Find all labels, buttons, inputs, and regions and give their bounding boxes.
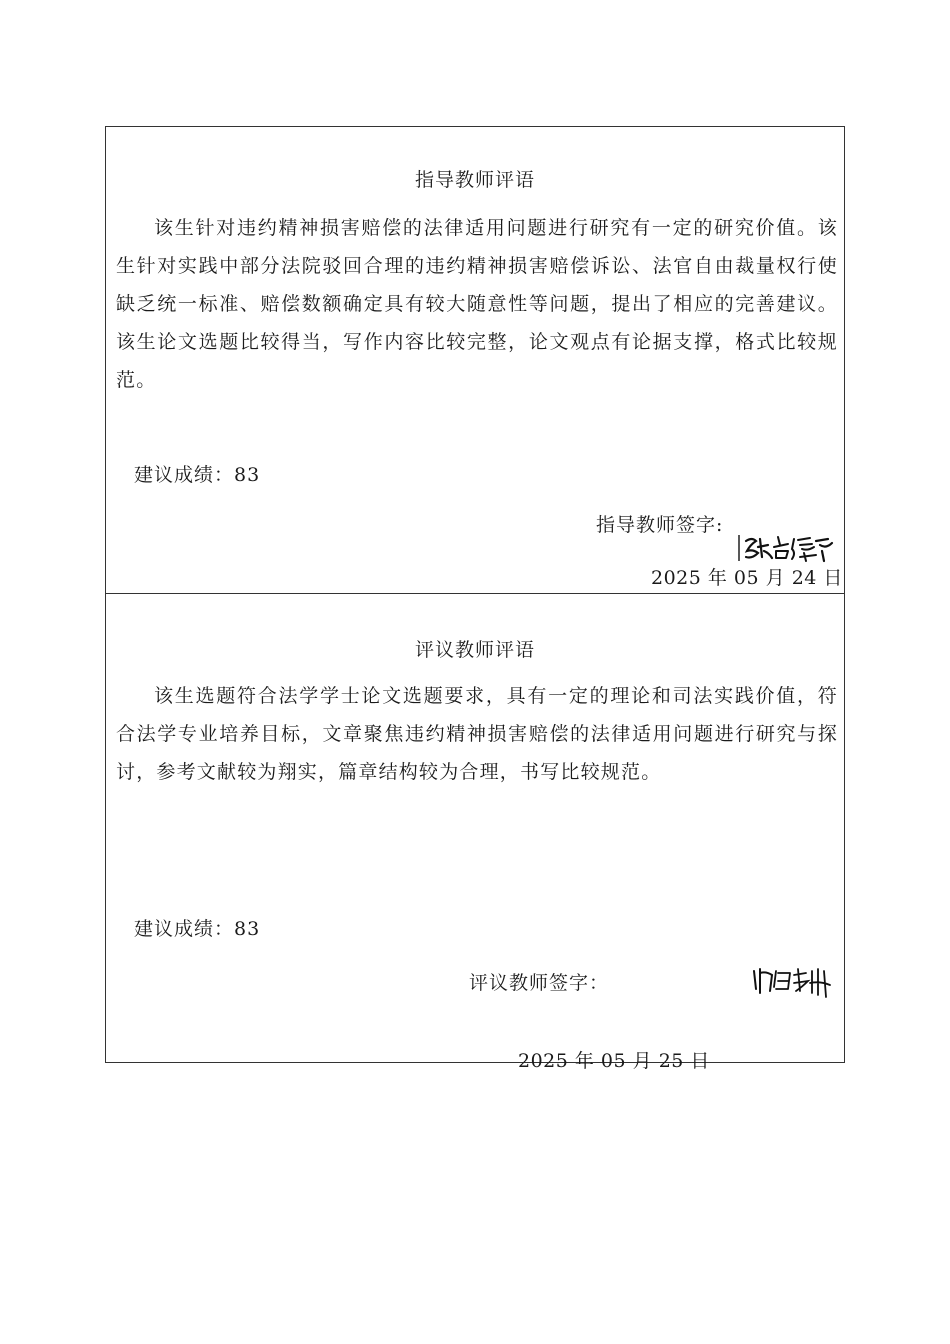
evaluation-form <box>105 126 845 1072</box>
reviewer-sign-label: 评议教师签字： <box>469 972 610 994</box>
reviewer-handwritten-signature <box>750 963 832 999</box>
advisor-sign-date: 2025 年 05 月 24 日 <box>651 567 843 589</box>
reviewer-comment-section <box>106 594 844 1072</box>
advisor-comment-section <box>106 127 844 594</box>
advisor-handwritten-signature <box>736 531 836 565</box>
advisor-section-title: 指导教师评语 <box>414 169 535 191</box>
advisor-comment-text: 该生针对违约精神损害赔偿的法律适用问题进行研究有一定的研究价值。该生针对实践中部分法院驳回合理的违约精神损害赔偿诉讼、法官自由裁量权行使缺乏统一标准、赔偿数额确定具有较大随意性等问题，提出了相应的完善建议。该生论文选题比较得当，写作内容比较完整，论文观点有论据支撑，格式比较规范。 <box>116 217 838 391</box>
reviewer-grade: 建议成绩：83 <box>134 918 261 940</box>
reviewer-comment-text: 该生选题符合法学学士论文选题要求，具有一定的理论和司法实践价值，符合法学专业培养目标，文章聚焦违约精神损害赔偿的法律适用问题进行研究与探讨，参考文献较为翔实，篇章结构较为合理，书写比较规范。 <box>116 685 838 783</box>
advisor-sign-label: 指导教师签字: <box>596 514 724 536</box>
reviewer-sign-date: 2025 年 05 月 25 日 <box>518 1050 710 1072</box>
reviewer-section-title: 评议教师评语 <box>414 639 535 661</box>
advisor-grade: 建议成绩：83 <box>134 464 261 486</box>
